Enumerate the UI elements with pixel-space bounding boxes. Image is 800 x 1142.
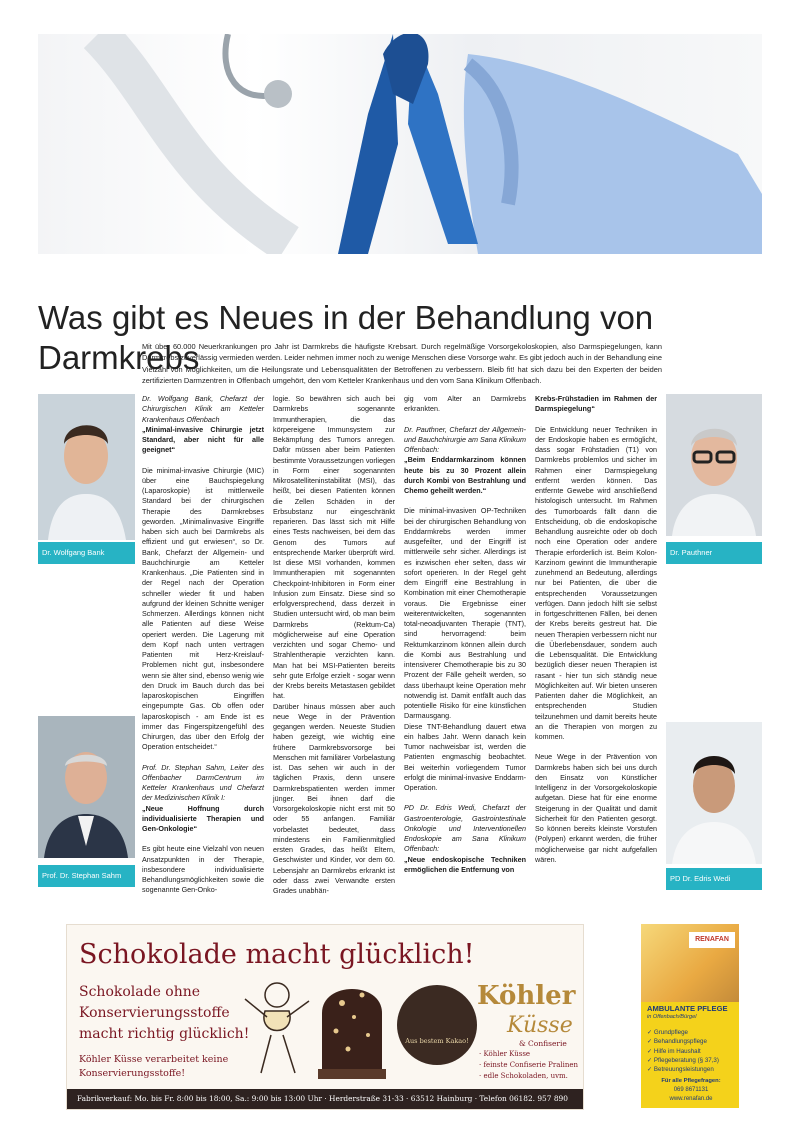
caption-sahm: Prof. Dr. Stephan Sahm (38, 865, 135, 887)
article-headline: Was gibt es Neues in der Behandlung von Darmkrebs (38, 299, 654, 376)
speaker-intro-bank: Dr. Wolfgang Bank, Chefarzt der Chirurgischen Klinik am Ketteler Krankenhaus Offenbach (142, 394, 264, 424)
article-column-1 (142, 394, 264, 906)
ad-subtitle: in Offenbach/Bürgel (647, 1014, 697, 1020)
paragraph: Die Entwicklung neuer Techniken in der Endoskopie haben es ermöglicht, dass sogar Frühstadien (T1) von Darmkrebs problemlos und sicher im Rahmen einer Darmspiegelung entfernt werden können. Das entfernte Gewebe wird anschließend histologisch untersucht. Im Rahmen des Tumorboards fällt dann die Entscheidung, ob die endoskopische Behandlung ausreichte oder ob doch noch eine Operation oder andere Therapie erforderlich ist. Beim Kolon-Karzinom gewinnt die Immuntherapie zunehmend an Bedeutung, allerdings nur bei Patienten, die über die entsprechenden Voraussetzungen verfügen. Dann jedoch hilft sie selbst in fortgeschrittenen Fällen, bei denen der Krebs bereits gestreut hat. Die neuen Therapien verbessern nicht nur die Überlebensdauer, sondern auch die Lebensqualität. Die Entwicklung bezüglich dieser neuen Therapien ist rasant - hier tun sich ständig neue Möglichkeiten auf. Wir bieten unseren Patienten daher die Möglichkeit, an entsprechenden Studien teilzunehmen und damit bereits heute an die Therapien von morgen zu kommen. (535, 424, 657, 741)
article-column-3 (404, 394, 526, 885)
speaker-intro-pauthner: Dr. Pauthner, Chefarzt der Allgemein- und Bauchchirurgie am Sana Klinikum Offenbach: (404, 424, 526, 454)
paragraph: Diese TNT-Behandlung dauert etwa ein halbes Jahr. Wenn danach kein Tumor nachweisbar ist, werden die Patienten engmaschig beobachtet. Bei weiterhin vorliegendem Tumor erfolgt die minimal-invasive Enddarm-Operation. (404, 721, 526, 792)
service-item: ✓ Pflegeberatung (§ 37,3) (647, 1056, 719, 1064)
article-column-4 (535, 394, 657, 875)
quote-heading-wedi-cont: Krebs-Frühstadien im Rahmen der Darmspiegelung“ (535, 394, 657, 414)
portrait-pauthner (666, 394, 762, 536)
speaker-intro-wedi: PD Dr. Edris Wedi, Chefarzt der Gastroenterologie, Gastrointestinale Onkologie und Interventionellen Endoskopie am Sana Klinikum Offenbach: (404, 803, 526, 854)
quote-heading-pauthner: „Beim Enddarmkarzinom können heute bis zu 30 Prozent allein durch Kombi von Bestrahlung und Chemo geheilt werden.“ (404, 455, 526, 495)
paragraph: gig vom Alter an Darmkrebs erkrankten. (404, 394, 526, 414)
service-item: ✓ Behandlungspflege (647, 1038, 707, 1046)
renafan-logo: RENAFAN (689, 932, 735, 948)
service-item: ✓ Hilfe im Haushalt (647, 1047, 701, 1055)
chocolate-kiss-image (312, 973, 392, 1083)
caption-wedi: PD Dr. Edris Wedi (666, 868, 762, 890)
article-intro: Mit über 60.000 Neuerkrankungen pro Jahr ist Darmkrebs die häufigste Krebsart. Durch regelmäßige Vorsorgekoloskopien, also Darmspiegelungen, kann Darmkrebs zuverlässig vermieden werden. Leider nehmen immer noch zu wenige Menschen diese Vorsorge wahr. Es gibt jedoch auch in der Behandlung eine Vielzahl von Möglichkeiten, um die Heilungsrate und Lebensqualitäten der Betroffenen zu verbessern. Bleib fit! hat sich dazu bei den Experten der beiden zertifizierten Darmzentren in Offenbach umgehört, den vom Ketteler Krankenhaus und den vom Sana Klinikum Offenbach. (142, 342, 662, 386)
hero-image (38, 34, 762, 254)
speaker-intro-sahm: Prof. Dr. Stephan Sahm, Leiter des Offenbacher DarmCentrum im Ketteler Krankenhaus und Chefarzt der Medizinischen Klinik I: (142, 762, 264, 803)
brand-subline: & Confiserie (519, 1039, 567, 1048)
advertisement-koehler-kuesse[interactable] (66, 924, 584, 1110)
article-column-2 (273, 394, 395, 906)
product-item: · feinste Confiserie Pralinen (479, 1061, 579, 1069)
quote-heading-sahm: „Neue Hoffnung durch individualisierte Therapien und Gen-Onkologie“ (142, 803, 264, 833)
quality-seal: Aus bestem Kakao! (397, 985, 477, 1065)
paragraph: Die minimal-invasive Chirurgie (MIC) über eine Bauchspiegelung (Laparoskopie) ist mittlerweile Standard bei der chirurgischen Therapie des Darmkrebses geworden. „Minimalinvasive Eingriffe haben sich auch bei Darmkrebs als effizient und gut erwiesen“, so Dr. Bank, Chefarzt der Allgemein- und Bauchchirurgie am Ketteler Krankenhaus. „Die Patienten sind in der Regel nach der Operation schneller wieder fit und haben aufgrund der kleinen Schnitte weniger Schmerzen. Allerdings können nicht alle Patienten auf diese Weise operiert werden. Die Lagerung mit dem Kopf nach unten vertragen Patienten mit Herz-Kreislauf-Problemen nicht gut, insbesondere wenn sie älter sind, ebenso wenig wie den Druck im Bauch durch das bei laparoskopischen Eingriffen eingepumpte Gas. Ob offen oder laparoskopisch - am Ende ist es immer das Fingerspitzengefühl des Chirurgen, das über den Erfolg der Operation entscheidet.“ (142, 465, 264, 752)
service-item: ✓ Grundpflege (647, 1029, 688, 1036)
product-item: · edle Schokoladen, uvm. (479, 1072, 568, 1080)
dancing-figure-illustration (237, 977, 317, 1082)
brand-logo-koehler: Köhler (477, 981, 576, 1011)
ad-body: Köhler Küsse verarbeitet keine Konservierungsstoffe! (79, 1054, 229, 1079)
website-link[interactable]: www.renafan.de (669, 1096, 713, 1102)
service-item: ✓ Betreuungsleistungen (647, 1066, 714, 1074)
phone-number[interactable]: 069 8671131 (673, 1087, 709, 1093)
service-list (647, 1028, 719, 1074)
ad-title: Schokolade macht glücklich! (79, 939, 475, 970)
quote-heading-wedi: „Neue endoskopische Techniken ermöglichen die Entfernung von (404, 854, 526, 874)
brand-logo-kuesse: Küsse (507, 1013, 573, 1038)
advertisement-renafan[interactable] (641, 924, 739, 1108)
ad-footer-contact: Fabrikverkauf: Mo. bis Fr. 8:00 bis 18:00, Sa.: 9:00 bis 13:00 Uhr · Herderstraße 31-33 · 63512 Hainburg · Telefon 06182. 957 890 (67, 1089, 583, 1109)
product-item: · Köhler Küsse (479, 1050, 531, 1058)
paragraph: Es gibt heute eine Vielzahl von neuen Ansatzpunkten in der Therapie, insbesondere individualisierte Behandlungsmöglichkeiten sowie die sogenannte Gen-Onko- (142, 844, 264, 895)
contact-label: Für alle Pflegefragen: (661, 1078, 721, 1084)
paragraph: Neue Wege in der Prävention von Darmkrebs haben sich bei uns durch den Einsatz von Künstlicher Intelligenz in der Vorsorgekoloskopie aufgetan. Diese hat für eine enorme Steigerung in der Qualität und damit Sicherheit für den Patienten gesorgt. So können bereits kleinste Vorstufen (Polypen) erkannt werden, die früher möglicherweise gar nicht aufgefallen wären. (535, 752, 657, 864)
portrait-edris-wedi (666, 722, 762, 864)
caption-bank: Dr. Wolfgang Bank (38, 542, 135, 564)
portrait-stephan-sahm (38, 716, 135, 858)
awareness-ribbon-illustration (38, 34, 762, 254)
ad-title: AMBULANTE PFLEGE (647, 1004, 728, 1013)
paragraph: Die minimal-invasiven OP-Techniken bei der chirurgischen Behandlung von Enddarmkrebs werden immer ausgefeilter, und der Eingriff ist mittlerweile sehr sicher. Allerdings ist es inzwischen eher selten, dass wir sofort operieren. In der Regel geht dem Eingriff eine Bestrahlung in Kombination mit einer Chemotherapie voraus. Die Ergebnisse einer weiterentwickelten, sogenannten total-neoadjuvanten Therapie (TNT), sind hervorragend: beim Rektumkarzinom können allein durch die Kombi aus Bestrahlung und intensiverer Chemotherapie bis zu 30 Prozent der Fälle geheilt werden, so dass überhaupt keine Operation mehr notwendig ist. Damit entfällt auch das potentielle Risiko für eine künstlichen Darmausgang. (404, 506, 526, 721)
product-list (479, 1049, 578, 1082)
caption-pauthner: Dr. Pauthner (666, 542, 762, 564)
paragraph: Darüber hinaus müssen aber auch neue Wege in der Prävention gegangen werden. Neueste Studien haben gezeigt, wie wichtig eine frühere Darmkrebsvorsorge bei Menschen mit familiärer Vorbelastung ist. Das sehen wir auch in der täglichen Praxis, denn unsere Darmkrebspatienten werden immer jünger. Bei ihnen darf die Vorsorgekoloskopie nicht erst mit 50 oder 55 anfangen. Familiär vorbelastet bedeutet, dass mindestens ein Familienmitglied ersten Grades, das heißt Eltern, Geschwister und Kinder, vor dem 60. Lebensjahr an Darmkrebs erkrankt ist oder dass zwei Verwandte ersten Grades unabhän- (273, 701, 395, 895)
paragraph: logie. So bewähren sich auch bei Darmkrebs sogenannte Immuntherapien, die das körpereigene Immunsystem zur Bekämpfung des Tumors anregen. Dafür müssen aber beim Patienten bestimmte Voraussetzungen vorliegen in Form einer sogenannten Mikrosatelliteninstabilität (MSI), das heißt, bei diesen Patienten können die Zellen Schäden in der Erbsubstanz nur eingeschränkt reparieren. Das lässt sich mit Hilfe eines Tests nachweisen, bei dem das Genom des Tumors auf entsprechende Marker überprüft wird. Ist diese MSI vorhanden, kommen Immuntherapien mit sogenannten Checkpoint-Inhibitoren in Form einer Infusion zum Einsatz. Diese sind so erfolgversprechend, dass derzeit in Studien untersucht wird, ob man beim Darmkrebs (Rektum-Ca) möglicherweise auf eine Operation verzichten und sogar Chemo- und Strahlentherapie verzichten kann. Man hat bei MSI-Patienten bereits sehr gute Erfolge erzielt - sogar wenn der Krebs bereits Metastasen gebildet hat. (273, 394, 395, 701)
ad-subtitle: Schokolade ohne Konservierungsstoffe macht richtig glücklich! (79, 984, 250, 1042)
portrait-wolfgang-bank (38, 394, 135, 540)
quote-heading-bank: „Minimal-invasive Chirurgie jetzt Standard, aber nicht für alle geeignet“ (142, 424, 264, 455)
